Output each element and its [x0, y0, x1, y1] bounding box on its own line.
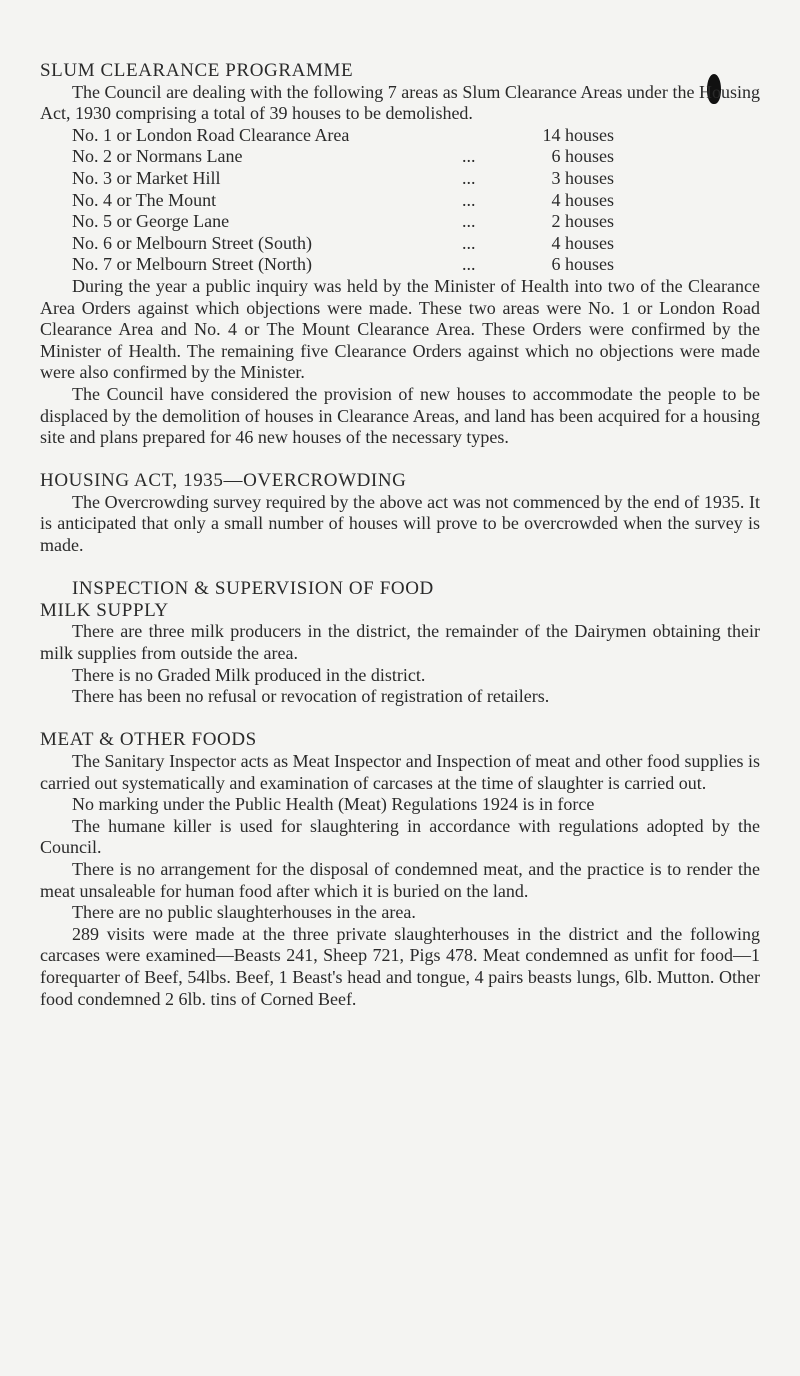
clearance-area-row [40, 233, 760, 255]
clearance-area-row [40, 254, 760, 276]
area-name: No. 6 or Melbourn Street (South) [72, 232, 312, 253]
area-leader-dots: ... [462, 146, 476, 167]
area-house-count: 3 houses [551, 167, 614, 188]
area-name: No. 2 or Normans Lane [72, 146, 243, 167]
slum-intro-paragraph: The Council are dealing with the following 7 areas as Slum Clearance Areas under the Housing Act, 1930 comprising a total of 39 houses to be demolished. [40, 81, 760, 124]
document-page [40, 60, 760, 1010]
food-inspection-heading: INSPECTION & SUPERVISION OF FOOD [72, 578, 434, 600]
slum-clearance-heading: SLUM CLEARANCE PROGRAMME [40, 60, 354, 81]
area-name: No. 4 or The Mount [72, 189, 217, 210]
area-leader-dots: ... [462, 167, 476, 188]
clearance-area-row [40, 190, 760, 212]
milk-supply-heading: MILK SUPPLY [40, 599, 169, 621]
humane-killer-paragraph: The humane killer is used for slaughtering in accordance with regulations adopted by the Council. [40, 815, 760, 858]
public-inquiry-paragraph: During the year a public inquiry was held by the Minister of Health into two of the Clearance Area Orders against which objections were made. These two areas were No. 1 or London Road Clearance Area and No. 4 or The Mount Clearance Area. These Orders were confirmed by the Minister of Health. The remaining five Clearance Orders against which no objections were made were also confirmed by the Minister. [40, 275, 760, 383]
overcrowding-heading: HOUSING ACT, 1935—OVERCROWDING [40, 470, 407, 492]
area-name: No. 5 or George Lane [72, 211, 230, 232]
graded-milk-line: There is no Graded Milk produced in the district. [72, 664, 426, 685]
area-leader-dots: ... [462, 254, 476, 275]
clearance-areas-list [40, 125, 760, 276]
area-leader-dots [462, 125, 494, 147]
registration-line: There has been no refusal or revocation of registration of retailers. [72, 686, 550, 707]
new-houses-paragraph: The Council have considered the provision of new houses to accommodate the people to be displaced by the demolition of houses in Clearance Areas, and land has been acquired for a housing site and plans prepared for 46 new houses of the necessary types. [40, 383, 760, 448]
overcrowding-paragraph: The Overcrowding survey required by the above act was not commenced by the end of 1935. It is anticipated that only a small number of houses will prove to be overcrowded when the survey is made. [40, 491, 760, 556]
milk-producers-paragraph: There are three milk producers in the district, the remainder of the Dairymen obtaining their milk supplies from outside the area. [40, 621, 760, 664]
area-house-count: 2 houses [551, 211, 614, 232]
area-house-count: 6 houses [551, 146, 614, 167]
visits-paragraph: 289 visits were made at the three private slaughterhouses in the district and the following carcases were examined—Beasts 241, Sheep 721, Pigs 478. Meat condemned as unfit for food—1 forequarter of Beef, 54lbs. Beef, 1 Beast's head and tongue, 4 pairs beasts lungs, 6lb. Mutton. Other food condemned 2 6lb. tins of Corned Beef. [40, 923, 760, 1009]
area-name: No. 3 or Market Hill [72, 167, 221, 188]
condemned-meat-paragraph: There is no arrangement for the disposal of condemned meat, and the practice is to render the meat unsaleable for human food after which it is buried on the land. [40, 858, 760, 901]
area-name: No. 1 or London Road Clearance Area [72, 124, 350, 145]
clearance-area-row [40, 125, 760, 147]
meat-foods-heading: MEAT & OTHER FOODS [40, 729, 257, 751]
area-leader-dots: ... [462, 232, 476, 253]
area-name: No. 7 or Melbourn Street (North) [72, 254, 312, 275]
area-house-count: 4 houses [551, 232, 614, 253]
slaughterhouses-paragraph: There are no public slaughterhouses in the area. [72, 902, 416, 923]
meat-marking-paragraph: No marking under the Public Health (Meat) Regulations 1924 is in force [72, 794, 595, 815]
spacer [40, 708, 760, 730]
spacer [40, 557, 760, 579]
spacer [40, 449, 760, 471]
area-house-count: 6 houses [551, 254, 614, 275]
area-leader-dots: ... [462, 211, 476, 232]
clearance-area-row [40, 168, 760, 190]
clearance-area-row [40, 146, 760, 168]
area-leader-dots: ... [462, 189, 476, 210]
area-house-count: 4 houses [551, 189, 614, 210]
meat-inspector-paragraph: The Sanitary Inspector acts as Meat Inspector and Inspection of meat and other food supplies is carried out systematically and examination of carcases at the time of slaughter is carried out. [40, 751, 760, 793]
clearance-area-row [40, 211, 760, 233]
area-house-count: 14 houses [542, 124, 614, 145]
